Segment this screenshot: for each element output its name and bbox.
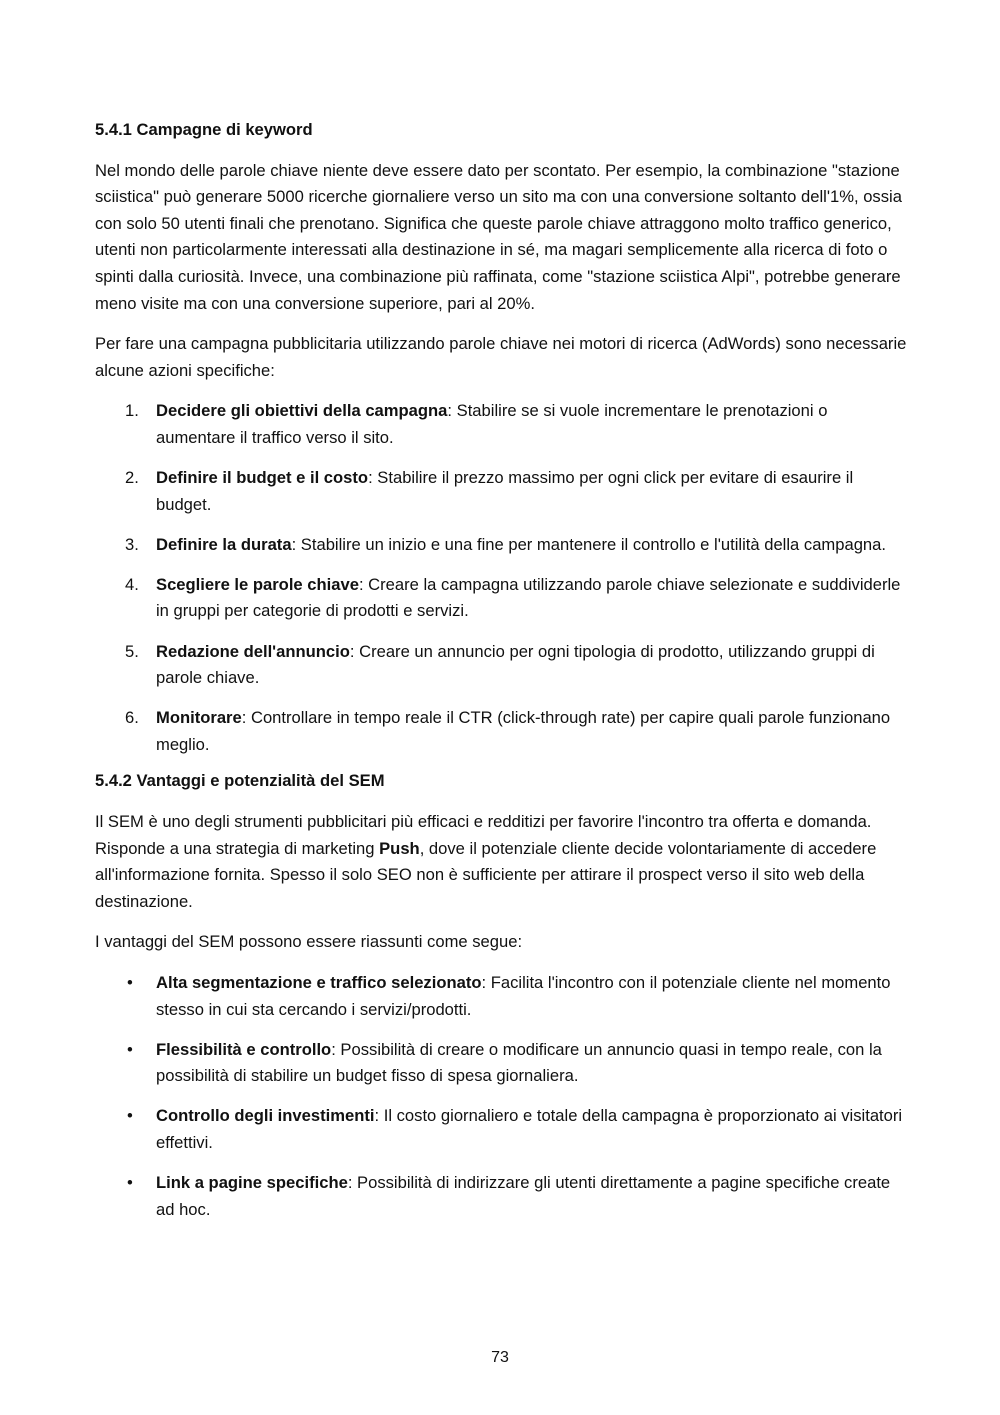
- paragraph-text: Il SEM è uno degli strumenti pubblicitari più efficaci e redditizi per favorire l'incontro tra offerta e domanda. Risponde a una strategia di marketing: [95, 811, 872, 858]
- list-item: [95, 1103, 907, 1156]
- paragraph-keyword-intro: Nel mondo delle parole chiave niente deve essere dato per scontato. Per esempio, la combinazione "stazione sciistica" può generare 5000 ricerche giornaliere verso un sito ma con una conversione soltanto dell'1%, ossia con solo 50 utenti finali che prenotano. Significa che queste parole chiave attraggono molto traffico generico, utenti non particolarmente interessati alla destinazione in sé, ma magari semplicemente alla ricerca di foto o spinti dalla curiosità. Invece, una combinazione più raffinata, come "stazione sciistica Alpi", potrebbe generare meno visite ma con una conversione superiore, pari al 20%.: [95, 160, 902, 313]
- list-item: [95, 398, 907, 451]
- section-heading-campagne: 5.4.1 Campagne di keyword: [95, 120, 313, 139]
- section-heading-vantaggi: 5.4.2 Vantaggi e potenzialità del SEM: [95, 771, 385, 791]
- list-item-text: : Il costo giornaliero e totale della campagna è proporzionato ai visitatori effettivi.: [156, 1106, 903, 1152]
- advantages-list: [95, 970, 907, 1223]
- list-item-text: : Creare la campagna utilizzando parole chiave selezionate e suddividerle in gruppi per categorie di prodotti e servizi.: [156, 574, 901, 621]
- list-item-text: : Stabilire se si vuole incrementare le prenotazioni o aumentare il traffico verso il sito.: [156, 401, 828, 447]
- list-item-title: Decidere gli obiettivi della campagna: [156, 401, 448, 421]
- list-item: [95, 1170, 907, 1223]
- steps-list: [95, 398, 907, 758]
- list-number: 6.: [125, 708, 139, 728]
- list-item: [95, 465, 907, 518]
- bullet-icon: •: [127, 1106, 133, 1126]
- list-item-title: Definire il budget e il costo: [156, 468, 369, 488]
- page-number: 73: [491, 1349, 509, 1366]
- list-item-text: : Possibilità di indirizzare gli utenti direttamente a pagine specifiche create ad hoc.: [156, 1173, 891, 1219]
- list-item-title: Alta segmentazione e traffico selezionato: [156, 972, 482, 992]
- bullet-icon: •: [127, 1039, 133, 1059]
- list-number: 3.: [125, 534, 139, 554]
- list-item: [95, 705, 907, 758]
- list-item-title: Redazione dell'annuncio: [156, 641, 350, 661]
- paragraph-advantages-intro: I vantaggi del SEM possono essere riassunti come segue:: [95, 932, 523, 952]
- list-item-title: Link a pagine specifiche: [156, 1173, 348, 1192]
- paragraph-sem-intro: [95, 809, 907, 915]
- list-number: 1.: [125, 401, 139, 421]
- list-number: 2.: [125, 468, 139, 488]
- paragraph-campaign-actions: Per fare una campagna pubblicitaria utilizzando parole chiave nei motori di ricerca (AdWords) sono necessarie alcune azioni specifiche:: [95, 334, 907, 380]
- list-item: [95, 970, 907, 1023]
- list-item: [95, 1037, 907, 1090]
- bullet-icon: •: [127, 1173, 133, 1192]
- list-item-title: Monitorare: [156, 708, 242, 728]
- paragraph-text: , dove il potenziale cliente decide volontariamente di accedere all'informazione fornita. Spesso il solo SEO non è sufficiente per attirare il prospect verso il sito web della destinazione.: [95, 838, 877, 911]
- list-item: [95, 572, 907, 625]
- list-number: 5.: [125, 641, 139, 661]
- bullet-icon: •: [127, 972, 133, 992]
- list-item-title: Definire la durata: [156, 534, 292, 554]
- list-item-text: : Stabilire il prezzo massimo per ogni click per evitare di esaurire il budget.: [156, 468, 854, 514]
- page-content: [95, 117, 907, 1237]
- list-item-title: Flessibilità e controllo: [156, 1039, 332, 1059]
- list-item: [95, 532, 907, 559]
- list-item-text: : Creare un annuncio per ogni tipologia di prodotto, utilizzando gruppi di parole chiave.: [156, 641, 875, 688]
- list-item: [95, 639, 907, 692]
- list-item-text: : Controllare in tempo reale il CTR (click-through rate) per capire quali parole funzionano meglio.: [156, 708, 891, 754]
- paragraph-bold-term: Push: [379, 838, 420, 858]
- list-number: 4.: [125, 574, 139, 594]
- list-item-text: : Facilita l'incontro con il potenziale cliente nel momento stesso in cui sta cercando i servizi/prodotti.: [156, 972, 891, 1019]
- list-item-title: Controllo degli investimenti: [156, 1106, 375, 1126]
- list-item-text: : Stabilire un inizio e una fine per mantenere il controllo e l'utilità della campagna.: [291, 534, 886, 554]
- list-item-text: : Possibilità di creare o modificare un annuncio quasi in tempo reale, con la possibilità di stabilire un budget fisso di spesa giornaliera.: [156, 1039, 882, 1086]
- list-item-title: Scegliere le parole chiave: [156, 574, 359, 594]
